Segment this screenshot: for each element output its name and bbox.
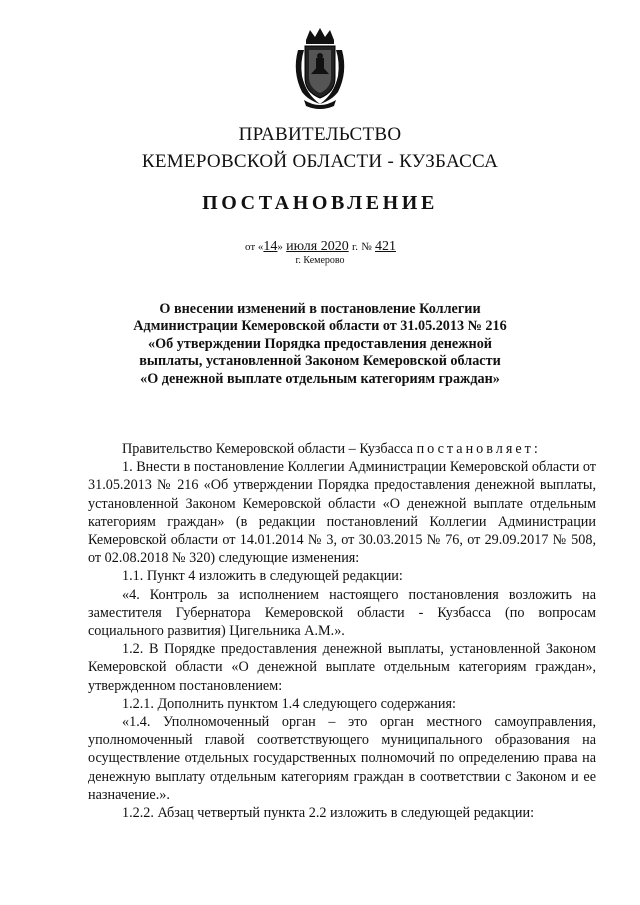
date-month-year: июля 2020 (286, 239, 349, 254)
document-number: 421 (374, 239, 396, 254)
coat-of-arms-icon (290, 28, 350, 110)
paragraph-1-2-1-quote: «1.4. Уполномоченный орган – это орган местного самоуправления, уполномоченный главой соответствующего муниципального образования на осуществление отдельных государственных полномочий по определению права на денежную выплату отдельным категориям граждан в соответствии с Законом и ее назначение.». (88, 714, 596, 803)
paragraph-1-1-quote: «4. Контроль за исполнением настоящего постановления возложить на заместителя Губернатора Кемеровской области - Кузбасса (по вопросам социального развития) Цигельника А.М.». (88, 586, 596, 640)
city: г. Кемерово (295, 255, 345, 266)
paragraph-1-2-2: 1.2.2. Абзац четвертый пункта 2.2 изложить в следующей редакции: (122, 805, 535, 822)
number-label: № (361, 241, 372, 253)
paragraph-1-1: 1.1. Пункт 4 изложить в следующей редакции: (122, 568, 403, 585)
date-year-suffix: г. (351, 241, 358, 253)
document-title: О внесении изменений в постановление Коллегии Администрации Кемеровской области от 31.05.2013 № 216 «Об утверждении Порядка предоставления денежной выплаты, установленной Законом Кемеровской области «О денежной выплате отдельным категориям граждан» (133, 301, 507, 387)
date-mid: » (277, 241, 283, 253)
date-day: 14 (263, 239, 278, 254)
government-name-line2: КЕМЕРОВСКОЙ ОБЛАСТИ - КУЗБАССА (141, 151, 499, 172)
paragraph-1: 1. Внести в постановление Коллегии Администрации Кемеровской области от 31.05.2013 № 216 «Об утверждении Порядка предоставления денежной выплаты, установленной Законом Кемеровской области «О денежной выплате отдельным категориям граждан» (в редакции постановлений Коллегии Администрации Кемеровской области от 14.01.2014 № 3, от 30.03.2015 № 76, от 29.09.2017 № 508, от 02.08.2018 № 320) следующие изменения: (88, 459, 596, 567)
document-body (88, 440, 596, 822)
intro-paragraph (88, 440, 596, 458)
paragraph-1-2: 1.2. В Порядке предоставления денежной выплаты, установленной Законом Кемеровской области «О денежной выплате отдельным категориям граждан», утвержденном постановлением: (88, 641, 596, 694)
document-type: ПОСТАНОВЛЕНИЕ (202, 192, 438, 214)
date-prefix: от « (245, 241, 264, 253)
paragraph-1-2-1: 1.2.1. Дополнить пунктом 1.4 следующего содержания: (122, 695, 456, 712)
intro-prefix: Правительство Кемеровской области – Кузбасса (122, 441, 414, 457)
intro-resolves: постановляет: (416, 441, 541, 457)
government-name-line1: ПРАВИТЕЛЬСТВО (238, 124, 402, 145)
date-line (245, 238, 396, 255)
